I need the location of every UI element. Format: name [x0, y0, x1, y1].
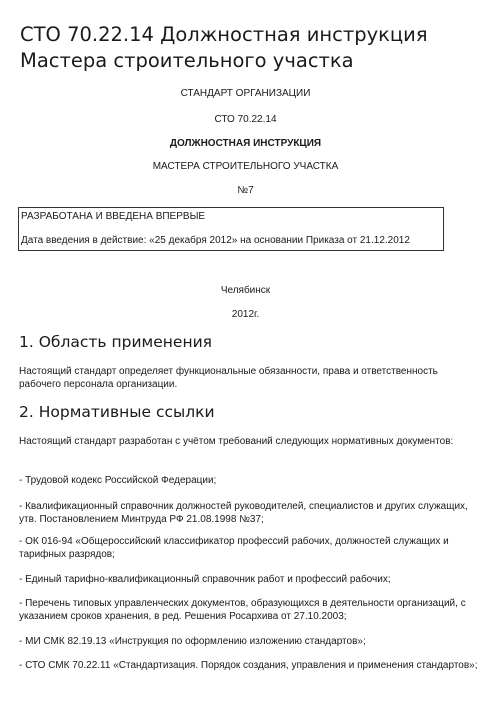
reference-item: - Единый тарифно-квалификационный справочник работ и профессий рабочих; — [19, 574, 391, 585]
intro-line-1: РАЗРАБОТАНА И ВВЕДЕНА ВПЕРВЫЕ — [21, 211, 206, 222]
year: 2012г. — [231, 309, 260, 320]
document-number: №7 — [237, 185, 254, 196]
document-title: СТО 70.22.14 Должностная инструкция Мастера строительного участка — [20, 23, 428, 72]
intro-box — [18, 207, 444, 251]
section-heading-1: 1. Область применения — [19, 333, 212, 351]
reference-item: - ОК 016-94 «Общероссийский классификатор профессий рабочих, должностей служащих и тарифных разрядов; — [19, 536, 449, 560]
section-heading-2: 2. Нормативные ссылки — [19, 403, 215, 421]
city: Челябинск — [220, 285, 271, 296]
doc-type-heading: ДОЛЖНОСТНАЯ ИНСТРУКЦИЯ — [169, 138, 322, 149]
reference-item: - СТО СМК 70.22.11 «Стандартизация. Порядок создания, управления и применения стандартов»; — [19, 660, 478, 671]
standard-code: СТО 70.22.14 — [214, 114, 277, 125]
reference-item: - Квалификационный справочник должностей руководителей, специалистов и других служащих, утв. Постановлением Минтруда РФ 21.08.1998 №37; — [19, 501, 468, 525]
reference-item: - Трудовой кодекс Российской Федерации; — [19, 475, 217, 486]
position-title: МАСТЕРА СТРОИТЕЛЬНОГО УЧАСТКА — [152, 161, 339, 172]
section-2-paragraph-intro: Настоящий стандарт разработан с учётом требований следующих нормативных документов: — [19, 436, 454, 447]
reference-item: - МИ СМК 82.19.13 «Инструкция по оформлению изложению стандартов»; — [19, 636, 366, 647]
intro-line-2: Дата введения в действие: «25 декабря 2012» на основании Приказа от 21.12.2012 — [21, 235, 410, 246]
section-1-paragraph: Настоящий стандарт определяет функциональные обязанности, права и ответственность рабочего персонала организации. — [19, 366, 438, 390]
reference-item: - Перечень типовых управленческих документов, образующихся в деятельности организаций, с указанием сроков хранения, в ред. Решения Росархива от 27.10.2003; — [19, 598, 466, 622]
org-standard-label: СТАНДАРТ ОРГАНИЗАЦИИ — [180, 88, 311, 99]
